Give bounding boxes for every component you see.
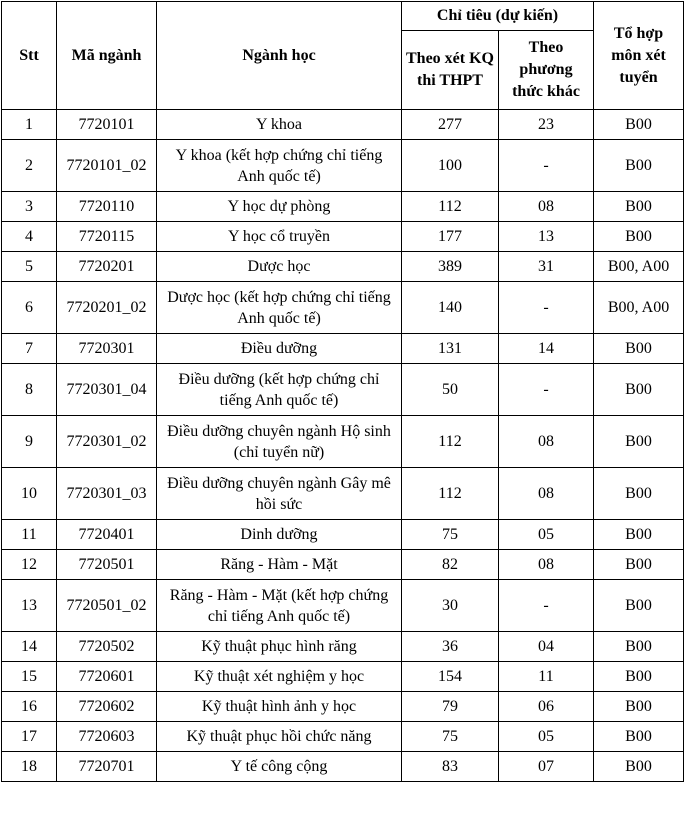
table-row	[2, 192, 684, 222]
cell-thpt: 154	[402, 662, 499, 692]
header-quota-other: Theo phương thức khác	[499, 31, 594, 110]
cell-combo: B00	[594, 222, 684, 252]
cell-other: 23	[499, 110, 594, 140]
cell-thpt: 112	[402, 416, 499, 468]
cell-combo: B00, A00	[594, 282, 684, 334]
cell-code: 7720101_02	[57, 140, 157, 192]
cell-stt: 12	[2, 550, 57, 580]
cell-code: 7720501_02	[57, 580, 157, 632]
cell-combo: B00	[594, 110, 684, 140]
header-quota: Chỉ tiêu (dự kiến)	[402, 2, 594, 31]
table-row	[2, 752, 684, 782]
cell-thpt: 277	[402, 110, 499, 140]
cell-major: Dinh dưỡng	[157, 520, 402, 550]
cell-major: Kỹ thuật phục hồi chức năng	[157, 722, 402, 752]
cell-other: 13	[499, 222, 594, 252]
cell-code: 7720601	[57, 662, 157, 692]
cell-other: 11	[499, 662, 594, 692]
table-row	[2, 282, 684, 334]
cell-code: 7720401	[57, 520, 157, 550]
cell-code: 7720603	[57, 722, 157, 752]
cell-other: 08	[499, 468, 594, 520]
cell-code: 7720301_04	[57, 364, 157, 416]
table-row	[2, 110, 684, 140]
header-combo: Tổ hợp môn xét tuyển	[594, 2, 684, 110]
cell-combo: B00	[594, 468, 684, 520]
cell-combo: B00	[594, 662, 684, 692]
cell-major: Điều dưỡng chuyên ngành Hộ sinh (chỉ tuyển nữ)	[157, 416, 402, 468]
table-row	[2, 416, 684, 468]
cell-combo: B00	[594, 416, 684, 468]
cell-stt: 3	[2, 192, 57, 222]
cell-stt: 6	[2, 282, 57, 334]
cell-code: 7720201_02	[57, 282, 157, 334]
cell-code: 7720101	[57, 110, 157, 140]
cell-stt: 15	[2, 662, 57, 692]
cell-code: 7720602	[57, 692, 157, 722]
cell-combo: B00	[594, 192, 684, 222]
cell-thpt: 82	[402, 550, 499, 580]
cell-major: Y tế công cộng	[157, 752, 402, 782]
cell-thpt: 30	[402, 580, 499, 632]
table-row	[2, 550, 684, 580]
cell-other: 14	[499, 334, 594, 364]
cell-combo: B00	[594, 632, 684, 662]
cell-other: 06	[499, 692, 594, 722]
cell-code: 7720501	[57, 550, 157, 580]
cell-combo: B00	[594, 364, 684, 416]
header-stt: Stt	[2, 2, 57, 110]
cell-other: -	[499, 282, 594, 334]
table-row	[2, 140, 684, 192]
cell-other: 08	[499, 192, 594, 222]
table-row	[2, 632, 684, 662]
cell-combo: B00, A00	[594, 252, 684, 282]
cell-thpt: 83	[402, 752, 499, 782]
table-row	[2, 252, 684, 282]
cell-major: Kỹ thuật xét nghiệm y học	[157, 662, 402, 692]
table-row	[2, 692, 684, 722]
table-row	[2, 468, 684, 520]
cell-other: 04	[499, 632, 594, 662]
cell-major: Y khoa (kết hợp chứng chỉ tiếng Anh quốc tế)	[157, 140, 402, 192]
cell-stt: 8	[2, 364, 57, 416]
cell-other: 31	[499, 252, 594, 282]
cell-stt: 9	[2, 416, 57, 468]
cell-major: Dược học	[157, 252, 402, 282]
cell-major: Y học cổ truyền	[157, 222, 402, 252]
cell-code: 7720301_03	[57, 468, 157, 520]
cell-combo: B00	[594, 722, 684, 752]
cell-thpt: 50	[402, 364, 499, 416]
cell-combo: B00	[594, 550, 684, 580]
cell-other: 08	[499, 550, 594, 580]
cell-code: 7720115	[57, 222, 157, 252]
cell-major: Răng - Hàm - Mặt (kết hợp chứng chỉ tiếng Anh quốc tế)	[157, 580, 402, 632]
header-major: Ngành học	[157, 2, 402, 110]
cell-combo: B00	[594, 140, 684, 192]
cell-combo: B00	[594, 334, 684, 364]
cell-combo: B00	[594, 752, 684, 782]
cell-code: 7720301	[57, 334, 157, 364]
cell-major: Dược học (kết hợp chứng chỉ tiếng Anh quốc tế)	[157, 282, 402, 334]
cell-thpt: 112	[402, 192, 499, 222]
table-row	[2, 364, 684, 416]
cell-combo: B00	[594, 692, 684, 722]
cell-stt: 13	[2, 580, 57, 632]
cell-thpt: 75	[402, 722, 499, 752]
table-row	[2, 722, 684, 752]
cell-thpt: 36	[402, 632, 499, 662]
cell-thpt: 131	[402, 334, 499, 364]
cell-major: Điều dưỡng	[157, 334, 402, 364]
cell-other: 05	[499, 722, 594, 752]
cell-thpt: 75	[402, 520, 499, 550]
cell-thpt: 79	[402, 692, 499, 722]
cell-other: -	[499, 140, 594, 192]
cell-major: Điều dưỡng chuyên ngành Gây mê hồi sức	[157, 468, 402, 520]
cell-code: 7720502	[57, 632, 157, 662]
cell-thpt: 140	[402, 282, 499, 334]
cell-major: Điều dưỡng (kết hợp chứng chỉ tiếng Anh quốc tế)	[157, 364, 402, 416]
cell-stt: 4	[2, 222, 57, 252]
cell-code: 7720301_02	[57, 416, 157, 468]
table-row	[2, 580, 684, 632]
cell-stt: 17	[2, 722, 57, 752]
cell-stt: 18	[2, 752, 57, 782]
cell-stt: 14	[2, 632, 57, 662]
cell-thpt: 100	[402, 140, 499, 192]
table-row	[2, 334, 684, 364]
cell-code: 7720110	[57, 192, 157, 222]
cell-stt: 16	[2, 692, 57, 722]
cell-major: Kỹ thuật phục hình răng	[157, 632, 402, 662]
cell-other: 08	[499, 416, 594, 468]
cell-combo: B00	[594, 580, 684, 632]
cell-stt: 7	[2, 334, 57, 364]
cell-stt: 1	[2, 110, 57, 140]
cell-major: Y khoa	[157, 110, 402, 140]
cell-other: -	[499, 364, 594, 416]
header-code: Mã ngành	[57, 2, 157, 110]
cell-thpt: 389	[402, 252, 499, 282]
header-row-top	[2, 2, 684, 31]
admission-quota-table	[1, 1, 684, 782]
cell-stt: 10	[2, 468, 57, 520]
cell-major: Răng - Hàm - Mặt	[157, 550, 402, 580]
cell-combo: B00	[594, 520, 684, 550]
header-quota-thpt: Theo xét KQ thi THPT	[402, 31, 499, 110]
cell-major: Kỹ thuật hình ảnh y học	[157, 692, 402, 722]
cell-stt: 2	[2, 140, 57, 192]
cell-code: 7720701	[57, 752, 157, 782]
table-row	[2, 662, 684, 692]
cell-stt: 11	[2, 520, 57, 550]
cell-other: 05	[499, 520, 594, 550]
cell-major: Y học dự phòng	[157, 192, 402, 222]
table-row	[2, 222, 684, 252]
cell-other: -	[499, 580, 594, 632]
cell-stt: 5	[2, 252, 57, 282]
cell-other: 07	[499, 752, 594, 782]
cell-thpt: 112	[402, 468, 499, 520]
table-row	[2, 520, 684, 550]
cell-code: 7720201	[57, 252, 157, 282]
cell-thpt: 177	[402, 222, 499, 252]
